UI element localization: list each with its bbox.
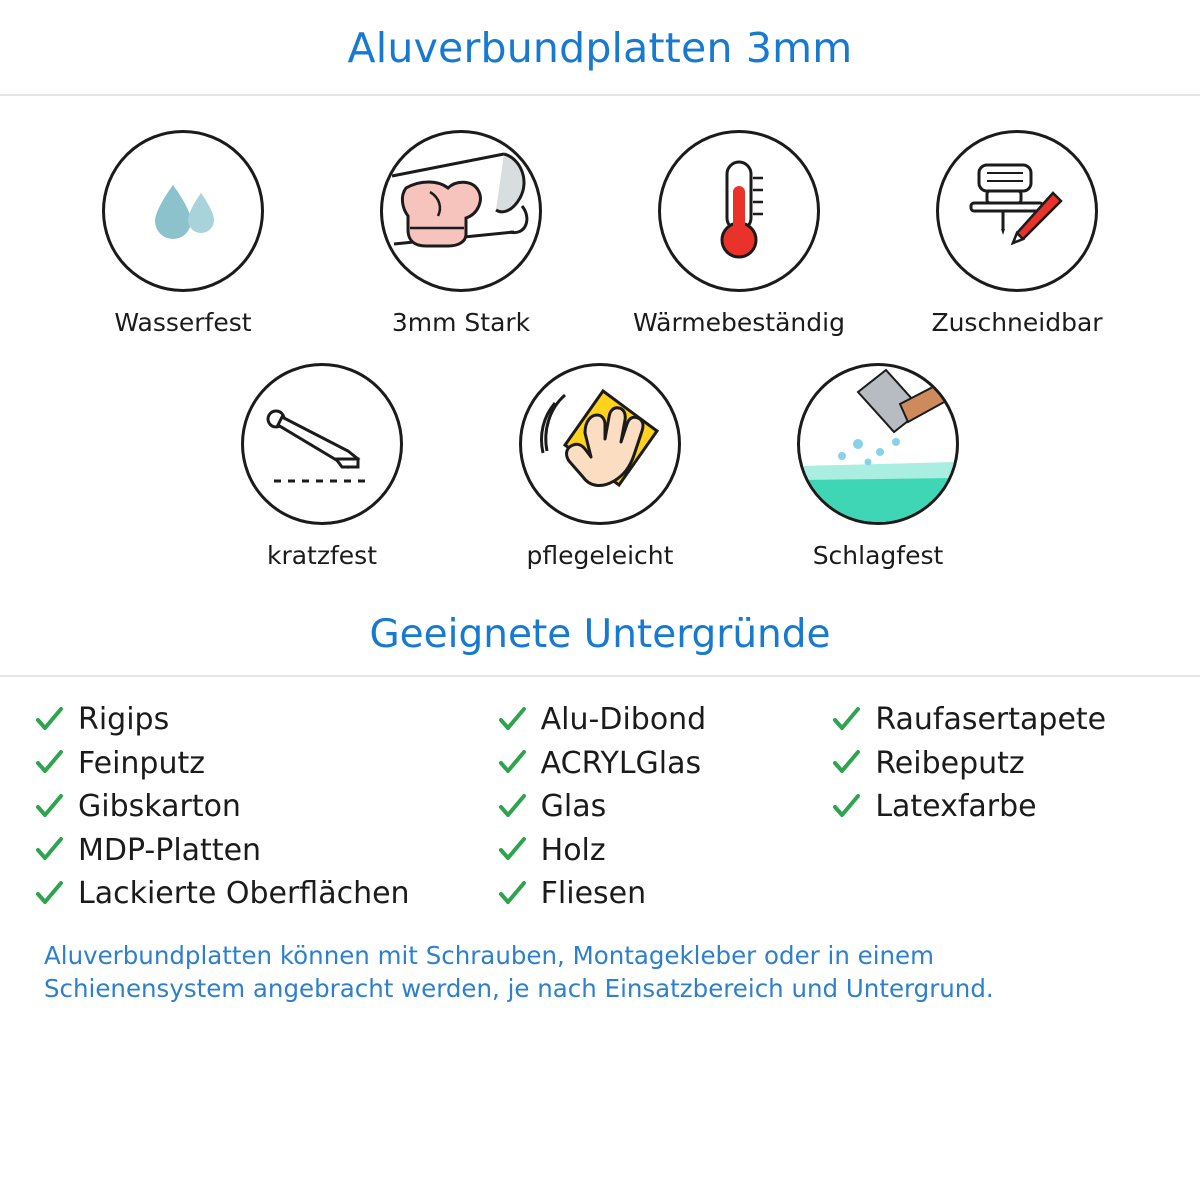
check-icon <box>34 792 64 822</box>
strong-arm-icon <box>386 136 536 286</box>
list-item-label: Reibeputz <box>875 745 1025 781</box>
list-item-label: ACRYLGlas <box>540 745 702 781</box>
cleaning-hand-icon <box>525 369 675 519</box>
list-item <box>831 701 1166 739</box>
water-drops-icon <box>135 163 231 259</box>
list-item <box>497 701 832 739</box>
title-bar <box>0 0 1200 96</box>
feature-icon-circle <box>519 363 681 525</box>
feature-icon-circle <box>936 130 1098 292</box>
feature-label: Schlagfest <box>812 541 944 570</box>
check-icon <box>497 835 527 865</box>
list-item-label: Rigips <box>78 702 170 737</box>
list-item <box>831 745 1166 783</box>
footer-note <box>0 939 1200 1005</box>
feature-zuschneidbar <box>878 130 1156 337</box>
feature-kratzfest <box>183 363 461 570</box>
features-section <box>0 96 1200 570</box>
list-item-label: Lackierte Oberflächen <box>78 876 410 911</box>
check-icon <box>34 705 64 735</box>
list-item <box>831 788 1166 826</box>
feature-pflegeleicht <box>461 363 739 570</box>
list-item <box>34 832 497 870</box>
check-icon <box>34 835 64 865</box>
jigsaw-cutter-icon <box>957 151 1077 271</box>
feature-icon-circle <box>380 130 542 292</box>
substrate-column-3 <box>831 701 1166 913</box>
check-icon <box>34 748 64 778</box>
substrates-section <box>0 677 1200 913</box>
list-item <box>497 875 832 913</box>
feature-label: Zuschneidbar <box>931 308 1103 337</box>
feature-icon-circle <box>797 363 959 525</box>
list-item-label: Alu-Dibond <box>540 702 707 737</box>
feature-schlagfest <box>739 363 1017 570</box>
feature-waermebestaendig <box>600 130 878 337</box>
feature-icon-circle <box>102 130 264 292</box>
footer-note-line-1: Aluverbundplatten können mit Schrauben, Montagekleber oder in einem <box>44 940 934 970</box>
substrate-column-2 <box>497 701 832 913</box>
check-icon <box>497 792 527 822</box>
list-item <box>497 832 832 870</box>
feature-icon-circle <box>241 363 403 525</box>
list-item <box>497 745 832 783</box>
check-icon <box>831 792 861 822</box>
list-item-label: Glas <box>540 789 607 824</box>
feature-label: kratzfest <box>266 541 377 570</box>
feature-3mm-stark <box>322 130 600 337</box>
list-item-label: Feinputz <box>78 745 205 781</box>
check-icon <box>497 879 527 909</box>
feature-icon-circle <box>658 130 820 292</box>
list-item-label: Latexfarbe <box>875 789 1037 824</box>
footer-note-line-2: Schienensystem angebracht werden, je nach Einsatzbereich und Untergrund. <box>44 973 994 1003</box>
list-item-label: Holz <box>540 832 606 868</box>
feature-wasserfest <box>44 130 322 337</box>
feature-label: pflegeleicht <box>526 541 674 570</box>
knife-scratch-icon <box>262 389 382 499</box>
thermometer-icon <box>689 156 789 266</box>
list-item <box>34 745 497 783</box>
page-title: Aluverbundplatten 3mm <box>347 24 853 72</box>
subheading-title: Geeignete Untergründe <box>369 612 831 657</box>
check-icon <box>34 879 64 909</box>
list-item <box>34 788 497 826</box>
check-icon <box>497 748 527 778</box>
feature-row-1 <box>40 130 1160 337</box>
check-icon <box>831 748 861 778</box>
substrate-column-1 <box>34 701 497 913</box>
feature-label: Wasserfest <box>114 308 252 337</box>
list-item <box>34 701 497 739</box>
feature-label: Wärmebeständig <box>633 308 845 337</box>
list-item <box>497 788 832 826</box>
list-item-label: Gibskarton <box>78 789 241 824</box>
list-item-label: Fliesen <box>540 876 647 911</box>
feature-label: 3mm Stark <box>391 308 531 337</box>
check-icon <box>831 705 861 735</box>
list-item-label: Raufasertapete <box>875 702 1107 737</box>
list-item <box>34 875 497 913</box>
check-icon <box>497 705 527 735</box>
subheading-bar <box>0 612 1200 677</box>
list-item-label: MDP-Platten <box>78 832 262 868</box>
feature-row-2 <box>40 363 1160 570</box>
hammer-impact-icon <box>800 366 956 522</box>
